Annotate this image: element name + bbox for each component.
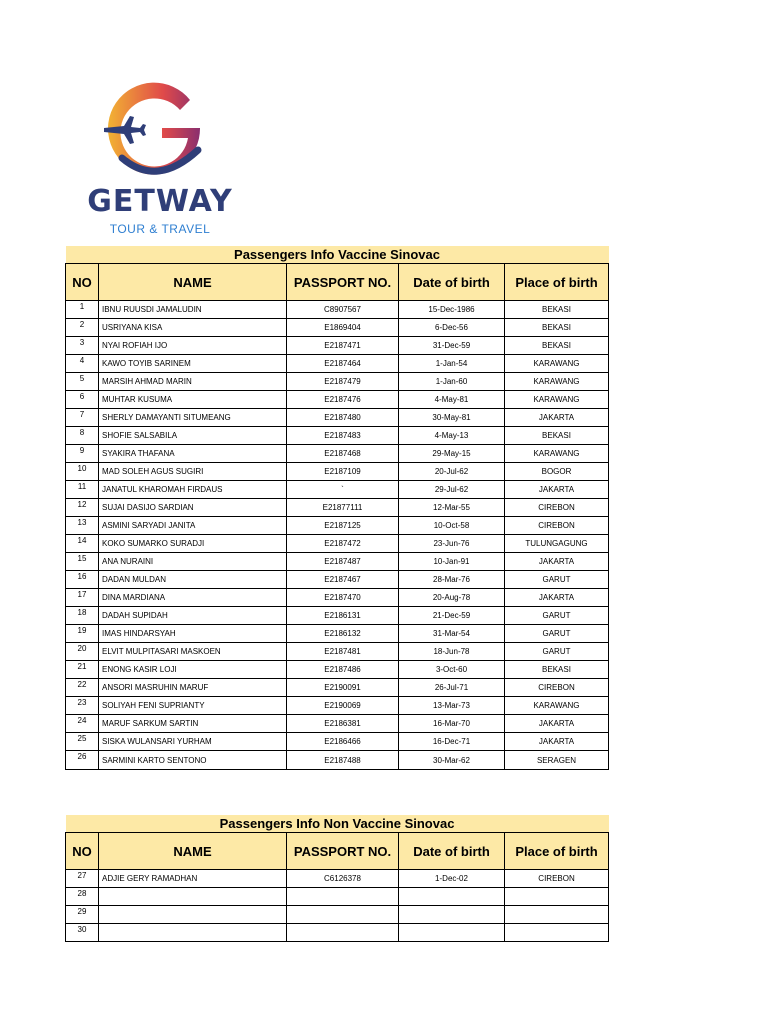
non-vaccine-table-title: Passengers Info Non Vaccine Sinovac [66, 815, 609, 833]
row-number: 26 [66, 751, 99, 770]
row-number: 28 [66, 888, 99, 906]
non-vaccine-table-header [66, 833, 609, 870]
table-row [66, 463, 609, 481]
passenger-name: MUHTAR KUSUMA [99, 391, 287, 409]
table-row [66, 499, 609, 517]
row-number: 27 [66, 870, 99, 888]
logo-brand-text: GETWAY [87, 184, 233, 219]
passenger-name: KOKO SUMARKO SURADJI [99, 535, 287, 553]
table-row [66, 697, 609, 715]
place-of-birth: JAKARTA [505, 589, 609, 607]
table-row [66, 553, 609, 571]
table-row [66, 870, 609, 888]
row-number: 19 [66, 625, 99, 643]
column-header-dob: Date of birth [399, 833, 505, 870]
passenger-name: SYAKIRA THAFANA [99, 445, 287, 463]
passenger-name: MARUF SARKUM SARTIN [99, 715, 287, 733]
passport-number [287, 906, 399, 924]
date-of-birth: 29-May-15 [399, 445, 505, 463]
passenger-name: SARMINI KARTO SENTONO [99, 751, 287, 770]
date-of-birth: 28-Mar-76 [399, 571, 505, 589]
passport-number: E2187467 [287, 571, 399, 589]
row-number: 20 [66, 643, 99, 661]
row-number: 29 [66, 906, 99, 924]
table-row [66, 337, 609, 355]
place-of-birth: JAKARTA [505, 715, 609, 733]
passenger-name: ANA NURAINI [99, 553, 287, 571]
passenger-name: DINA MARDIANA [99, 589, 287, 607]
passenger-name: ELVIT MULPITASARI MASKOEN [99, 643, 287, 661]
table-row [66, 906, 609, 924]
date-of-birth: 1-Jan-60 [399, 373, 505, 391]
date-of-birth: 29-Jul-62 [399, 481, 505, 499]
table-row [66, 924, 609, 942]
passenger-name: KAWO TOYIB SARINEM [99, 355, 287, 373]
logo-g-icon [102, 80, 212, 180]
column-header-place: Place of birth [505, 264, 609, 301]
passport-number: E2187479 [287, 373, 399, 391]
row-number: 12 [66, 499, 99, 517]
passenger-name [99, 888, 287, 906]
passport-number [287, 924, 399, 942]
passport-number: E2187487 [287, 553, 399, 571]
vaccine-passengers-table [65, 246, 609, 770]
row-number: 30 [66, 924, 99, 942]
place-of-birth: JAKARTA [505, 733, 609, 751]
row-number: 23 [66, 697, 99, 715]
date-of-birth: 1-Jan-54 [399, 355, 505, 373]
place-of-birth: JAKARTA [505, 409, 609, 427]
row-number: 10 [66, 463, 99, 481]
passenger-name: ADJIE GERY RAMADHAN [99, 870, 287, 888]
date-of-birth: 16-Dec-71 [399, 733, 505, 751]
table-row [66, 715, 609, 733]
date-of-birth: 4-May-81 [399, 391, 505, 409]
row-number: 25 [66, 733, 99, 751]
table-row [66, 481, 609, 499]
place-of-birth: BEKASI [505, 319, 609, 337]
passport-number: E2187488 [287, 751, 399, 770]
date-of-birth: 15-Dec-1986 [399, 301, 505, 319]
table-row [66, 373, 609, 391]
place-of-birth: GARUT [505, 607, 609, 625]
date-of-birth: 20-Jul-62 [399, 463, 505, 481]
table-row [66, 571, 609, 589]
place-of-birth: TULUNGAGUNG [505, 535, 609, 553]
passenger-name: DADAN MULDAN [99, 571, 287, 589]
date-of-birth: 20-Aug-78 [399, 589, 505, 607]
table-row [66, 679, 609, 697]
place-of-birth: BEKASI [505, 301, 609, 319]
table-row [66, 625, 609, 643]
passenger-name: USRIYANA KISA [99, 319, 287, 337]
place-of-birth: KARAWANG [505, 373, 609, 391]
place-of-birth: CIREBON [505, 517, 609, 535]
passport-number: E2187486 [287, 661, 399, 679]
place-of-birth: KARAWANG [505, 445, 609, 463]
place-of-birth [505, 906, 609, 924]
passenger-name: MARSIH AHMAD MARIN [99, 373, 287, 391]
passport-number [287, 888, 399, 906]
date-of-birth: 1-Dec-02 [399, 870, 505, 888]
passport-number: ` [287, 481, 399, 499]
passport-number: C6126378 [287, 870, 399, 888]
column-header-passport: PASSPORT NO. [287, 264, 399, 301]
passenger-name: ANSORI MASRUHIN MARUF [99, 679, 287, 697]
row-number: 11 [66, 481, 99, 499]
place-of-birth: BEKASI [505, 427, 609, 445]
passport-number: E2190069 [287, 697, 399, 715]
passport-number: E2187125 [287, 517, 399, 535]
date-of-birth: 23-Jun-76 [399, 535, 505, 553]
passport-number: E2186131 [287, 607, 399, 625]
passport-number: E2187472 [287, 535, 399, 553]
passenger-name [99, 906, 287, 924]
passport-number: E2187483 [287, 427, 399, 445]
date-of-birth: 4-May-13 [399, 427, 505, 445]
date-of-birth: 26-Jul-71 [399, 679, 505, 697]
column-header-name: NAME [99, 264, 287, 301]
vaccine-table-body [66, 301, 609, 770]
place-of-birth: KARAWANG [505, 697, 609, 715]
row-number: 24 [66, 715, 99, 733]
passenger-name: IMAS HINDARSYAH [99, 625, 287, 643]
getway-logo [80, 80, 240, 240]
date-of-birth [399, 906, 505, 924]
row-number: 13 [66, 517, 99, 535]
passenger-name: ASMINI SARYADI JANITA [99, 517, 287, 535]
row-number: 14 [66, 535, 99, 553]
table-row [66, 427, 609, 445]
table-row [66, 319, 609, 337]
place-of-birth: KARAWANG [505, 355, 609, 373]
place-of-birth: GARUT [505, 571, 609, 589]
table-row [66, 445, 609, 463]
passport-number: E2187464 [287, 355, 399, 373]
date-of-birth: 30-Mar-62 [399, 751, 505, 770]
passport-number: E2187471 [287, 337, 399, 355]
row-number: 8 [66, 427, 99, 445]
date-of-birth [399, 888, 505, 906]
table-row [66, 888, 609, 906]
place-of-birth: CIREBON [505, 679, 609, 697]
date-of-birth: 10-Oct-58 [399, 517, 505, 535]
passenger-name [99, 924, 287, 942]
date-of-birth: 6-Dec-56 [399, 319, 505, 337]
passenger-name: DADAH SUPIDAH [99, 607, 287, 625]
row-number: 16 [66, 571, 99, 589]
date-of-birth: 18-Jun-78 [399, 643, 505, 661]
passport-number: E2187468 [287, 445, 399, 463]
date-of-birth: 31-Mar-54 [399, 625, 505, 643]
passenger-name: SOLIYAH FENI SUPRIANTY [99, 697, 287, 715]
place-of-birth: SERAGEN [505, 751, 609, 770]
passport-number: C8907567 [287, 301, 399, 319]
column-header-passport: PASSPORT NO. [287, 833, 399, 870]
passport-number: E2187480 [287, 409, 399, 427]
passenger-name: SISKA WULANSARI YURHAM [99, 733, 287, 751]
passport-number: E2190091 [287, 679, 399, 697]
table-row [66, 661, 609, 679]
column-header-place: Place of birth [505, 833, 609, 870]
passport-number: E2186132 [287, 625, 399, 643]
column-header-dob: Date of birth [399, 264, 505, 301]
row-number: 7 [66, 409, 99, 427]
row-number: 2 [66, 319, 99, 337]
passport-number: E1869404 [287, 319, 399, 337]
date-of-birth: 16-Mar-70 [399, 715, 505, 733]
date-of-birth: 31-Dec-59 [399, 337, 505, 355]
table-row [66, 643, 609, 661]
non-vaccine-table-body [66, 870, 609, 942]
date-of-birth: 21-Dec-59 [399, 607, 505, 625]
row-number: 5 [66, 373, 99, 391]
date-of-birth [399, 924, 505, 942]
table-row [66, 409, 609, 427]
table-row [66, 589, 609, 607]
passenger-name: IBNU RUUSDI JAMALUDIN [99, 301, 287, 319]
column-header-name: NAME [99, 833, 287, 870]
row-number: 17 [66, 589, 99, 607]
place-of-birth: GARUT [505, 643, 609, 661]
passenger-name: SUJAI DASIJO SARDIAN [99, 499, 287, 517]
row-number: 9 [66, 445, 99, 463]
place-of-birth: CIREBON [505, 499, 609, 517]
table-row [66, 391, 609, 409]
passenger-name: MAD SOLEH AGUS SUGIRI [99, 463, 287, 481]
vaccine-table-title: Passengers Info Vaccine Sinovac [66, 246, 609, 264]
column-header-no: NO [66, 833, 99, 870]
place-of-birth: JAKARTA [505, 553, 609, 571]
date-of-birth: 3-Oct-60 [399, 661, 505, 679]
logo-tagline: TOUR & TRAVEL [109, 222, 211, 236]
passenger-name: ENONG KASIR LOJI [99, 661, 287, 679]
table-row [66, 355, 609, 373]
date-of-birth: 10-Jan-91 [399, 553, 505, 571]
place-of-birth: BEKASI [505, 661, 609, 679]
table-row [66, 517, 609, 535]
place-of-birth: BEKASI [505, 337, 609, 355]
row-number: 1 [66, 301, 99, 319]
table-row [66, 535, 609, 553]
row-number: 18 [66, 607, 99, 625]
place-of-birth: GARUT [505, 625, 609, 643]
passenger-name: NYAI ROFIAH IJO [99, 337, 287, 355]
row-number: 6 [66, 391, 99, 409]
date-of-birth: 30-May-81 [399, 409, 505, 427]
passport-number: E2187109 [287, 463, 399, 481]
passport-number: E2187470 [287, 589, 399, 607]
place-of-birth: JAKARTA [505, 481, 609, 499]
date-of-birth: 13-Mar-73 [399, 697, 505, 715]
passport-number: E2186381 [287, 715, 399, 733]
row-number: 15 [66, 553, 99, 571]
row-number: 21 [66, 661, 99, 679]
table-row [66, 751, 609, 770]
row-number: 22 [66, 679, 99, 697]
date-of-birth: 12-Mar-55 [399, 499, 505, 517]
table-row [66, 607, 609, 625]
passport-number: E2187481 [287, 643, 399, 661]
table-row [66, 733, 609, 751]
place-of-birth: KARAWANG [505, 391, 609, 409]
passenger-name: SHERLY DAMAYANTI SITUMEANG [99, 409, 287, 427]
column-header-no: NO [66, 264, 99, 301]
vaccine-table-header [66, 264, 609, 301]
row-number: 3 [66, 337, 99, 355]
place-of-birth: CIREBON [505, 870, 609, 888]
passenger-name: SHOFIE SALSABILA [99, 427, 287, 445]
place-of-birth: BOGOR [505, 463, 609, 481]
passenger-name: JANATUL KHAROMAH FIRDAUS [99, 481, 287, 499]
passport-number: E21877111 [287, 499, 399, 517]
table-row [66, 301, 609, 319]
place-of-birth [505, 888, 609, 906]
row-number: 4 [66, 355, 99, 373]
passport-number: E2186466 [287, 733, 399, 751]
non-vaccine-passengers-table [65, 815, 609, 942]
passport-number: E2187476 [287, 391, 399, 409]
place-of-birth [505, 924, 609, 942]
